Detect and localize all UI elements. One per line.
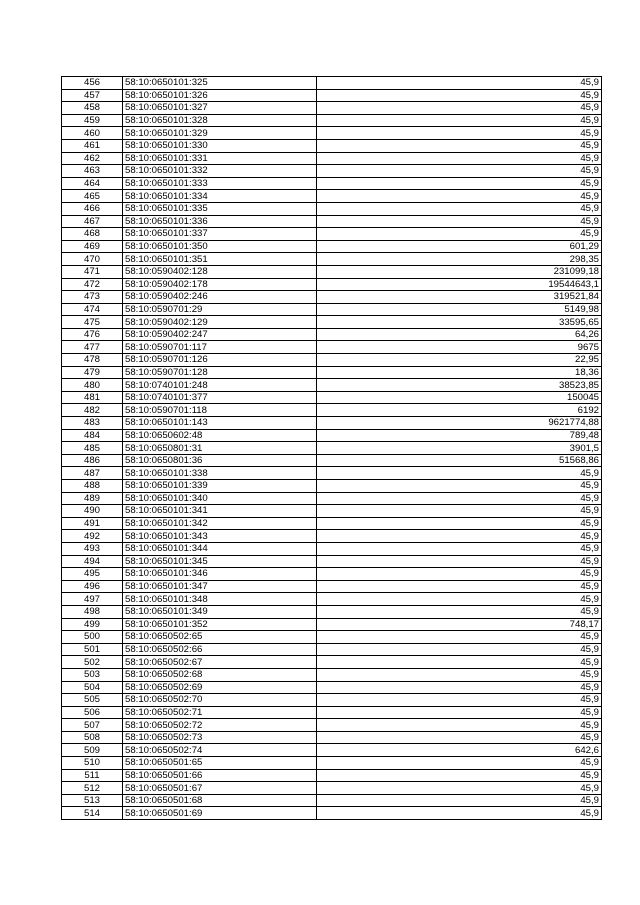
area-value: 45,9	[317, 505, 602, 518]
area-value: 45,9	[317, 782, 602, 795]
cadastral-number: 58:10:0590402:128	[123, 265, 317, 278]
cadastral-number: 58:10:0650101:338	[123, 467, 317, 480]
cadastral-number: 58:10:0650101:342	[123, 517, 317, 530]
table-row	[62, 694, 602, 707]
row-number: 489	[62, 492, 123, 505]
area-value: 45,9	[317, 202, 602, 215]
area-value: 45,9	[317, 605, 602, 618]
cadastral-number: 58:10:0650502:69	[123, 681, 317, 694]
cadastral-number: 58:10:0590402:247	[123, 328, 317, 341]
row-number: 496	[62, 580, 123, 593]
area-value: 45,9	[317, 656, 602, 669]
area-value: 45,9	[317, 631, 602, 644]
area-value: 45,9	[317, 228, 602, 241]
table-row	[62, 341, 602, 354]
table-row	[62, 139, 602, 152]
table-row	[62, 807, 602, 820]
area-value: 45,9	[317, 77, 602, 90]
area-value: 45,9	[317, 593, 602, 606]
table-row	[62, 505, 602, 518]
area-value: 45,9	[317, 190, 602, 203]
table-row	[62, 744, 602, 757]
cadastral-number: 58:10:0650101:347	[123, 580, 317, 593]
row-number: 469	[62, 240, 123, 253]
row-number: 495	[62, 568, 123, 581]
row-number: 466	[62, 202, 123, 215]
cadastral-number: 58:10:0650101:344	[123, 542, 317, 555]
row-number: 461	[62, 139, 123, 152]
cadastral-number: 58:10:0650602:48	[123, 429, 317, 442]
row-number: 486	[62, 454, 123, 467]
area-value: 748,17	[317, 618, 602, 631]
area-value: 789,48	[317, 429, 602, 442]
cadastral-number: 58:10:0650101:348	[123, 593, 317, 606]
row-number: 459	[62, 114, 123, 127]
row-number: 514	[62, 807, 123, 820]
table-row	[62, 731, 602, 744]
area-value: 22,95	[317, 354, 602, 367]
cadastral-number: 58:10:0650101:337	[123, 228, 317, 241]
row-number: 510	[62, 757, 123, 770]
cadastral-number: 58:10:0650101:332	[123, 165, 317, 178]
table-row	[62, 177, 602, 190]
cadastral-number: 58:10:0650502:74	[123, 744, 317, 757]
row-number: 468	[62, 228, 123, 241]
row-number: 471	[62, 265, 123, 278]
table-row	[62, 228, 602, 241]
cadastral-number: 58:10:0650101:350	[123, 240, 317, 253]
table-row	[62, 480, 602, 493]
table-row	[62, 719, 602, 732]
area-value: 9675	[317, 341, 602, 354]
cadastral-number: 58:10:0650101:335	[123, 202, 317, 215]
cadastral-number: 58:10:0650101:325	[123, 77, 317, 90]
table-row	[62, 379, 602, 392]
area-value: 45,9	[317, 215, 602, 228]
table-row	[62, 769, 602, 782]
row-number: 474	[62, 303, 123, 316]
area-value: 45,9	[317, 568, 602, 581]
table-row	[62, 278, 602, 291]
area-value: 3901,5	[317, 442, 602, 455]
cadastral-number: 58:10:0650501:69	[123, 807, 317, 820]
table-row	[62, 668, 602, 681]
cadastral-number: 58:10:0650101:343	[123, 530, 317, 543]
area-value: 45,9	[317, 643, 602, 656]
row-number: 488	[62, 480, 123, 493]
table-row	[62, 316, 602, 329]
cadastral-number: 58:10:0650501:65	[123, 757, 317, 770]
cadastral-number: 58:10:0590701:118	[123, 404, 317, 417]
table-row	[62, 202, 602, 215]
cadastral-number: 58:10:0590402:178	[123, 278, 317, 291]
area-value: 319521,84	[317, 291, 602, 304]
area-value: 150045	[317, 391, 602, 404]
table-row	[62, 165, 602, 178]
table-row	[62, 467, 602, 480]
area-value: 231099,18	[317, 265, 602, 278]
table-body	[62, 77, 602, 820]
row-number: 504	[62, 681, 123, 694]
table-row	[62, 328, 602, 341]
area-value: 45,9	[317, 492, 602, 505]
table-row	[62, 265, 602, 278]
area-value: 45,9	[317, 89, 602, 102]
cadastral-number: 58:10:0740101:248	[123, 379, 317, 392]
row-number: 507	[62, 719, 123, 732]
area-value: 45,9	[317, 139, 602, 152]
row-number: 460	[62, 127, 123, 140]
table-row	[62, 706, 602, 719]
cadastral-number: 58:10:0590701:128	[123, 366, 317, 379]
cadastral-number: 58:10:0590701:126	[123, 354, 317, 367]
cadastral-number: 58:10:0650101:330	[123, 139, 317, 152]
row-number: 492	[62, 530, 123, 543]
area-value: 64,26	[317, 328, 602, 341]
area-value: 45,9	[317, 706, 602, 719]
table-row	[62, 417, 602, 430]
cadastral-number: 58:10:0650101:341	[123, 505, 317, 518]
table-row	[62, 77, 602, 90]
row-number: 465	[62, 190, 123, 203]
row-number: 485	[62, 442, 123, 455]
table-row	[62, 618, 602, 631]
table-row	[62, 605, 602, 618]
table-row	[62, 643, 602, 656]
table-row	[62, 291, 602, 304]
row-number: 464	[62, 177, 123, 190]
row-number: 484	[62, 429, 123, 442]
area-value: 45,9	[317, 127, 602, 140]
row-number: 470	[62, 253, 123, 266]
row-number: 491	[62, 517, 123, 530]
row-number: 505	[62, 694, 123, 707]
table-row	[62, 442, 602, 455]
cadastral-number: 58:10:0650101:346	[123, 568, 317, 581]
table-row	[62, 542, 602, 555]
table-row	[62, 555, 602, 568]
table-row	[62, 492, 602, 505]
table-row	[62, 580, 602, 593]
area-value: 45,9	[317, 177, 602, 190]
row-number: 513	[62, 794, 123, 807]
cadastral-table	[61, 76, 602, 820]
row-number: 499	[62, 618, 123, 631]
table-row	[62, 593, 602, 606]
cadastral-number: 58:10:0650101:351	[123, 253, 317, 266]
table-row	[62, 127, 602, 140]
cadastral-number: 58:10:0590701:29	[123, 303, 317, 316]
table-row	[62, 454, 602, 467]
row-number: 473	[62, 291, 123, 304]
row-number: 475	[62, 316, 123, 329]
cadastral-number: 58:10:0590402:129	[123, 316, 317, 329]
cadastral-number: 58:10:0740101:377	[123, 391, 317, 404]
cadastral-number: 58:10:0650101:336	[123, 215, 317, 228]
row-number: 502	[62, 656, 123, 669]
cadastral-number: 58:10:0650101:328	[123, 114, 317, 127]
row-number: 494	[62, 555, 123, 568]
area-value: 45,9	[317, 530, 602, 543]
cadastral-number: 58:10:0650101:340	[123, 492, 317, 505]
area-value: 45,9	[317, 694, 602, 707]
cadastral-number: 58:10:0650101:339	[123, 480, 317, 493]
table-row	[62, 253, 602, 266]
table-row	[62, 114, 602, 127]
area-value: 298,35	[317, 253, 602, 266]
row-number: 458	[62, 102, 123, 115]
cadastral-number: 58:10:0650101:326	[123, 89, 317, 102]
row-number: 463	[62, 165, 123, 178]
cadastral-number: 58:10:0650502:68	[123, 668, 317, 681]
table-row	[62, 152, 602, 165]
row-number: 512	[62, 782, 123, 795]
area-value: 51568,86	[317, 454, 602, 467]
row-number: 506	[62, 706, 123, 719]
table-row	[62, 794, 602, 807]
table-row	[62, 303, 602, 316]
row-number: 501	[62, 643, 123, 656]
row-number: 462	[62, 152, 123, 165]
cadastral-number: 58:10:0650502:65	[123, 631, 317, 644]
area-value: 45,9	[317, 668, 602, 681]
table-row	[62, 102, 602, 115]
table-row	[62, 631, 602, 644]
row-number: 483	[62, 417, 123, 430]
table-row	[62, 530, 602, 543]
row-number: 490	[62, 505, 123, 518]
area-value: 45,9	[317, 807, 602, 820]
cadastral-number: 58:10:0650101:143	[123, 417, 317, 430]
area-value: 45,9	[317, 719, 602, 732]
table-row	[62, 757, 602, 770]
area-value: 642,6	[317, 744, 602, 757]
table-row	[62, 517, 602, 530]
table-row	[62, 366, 602, 379]
area-value: 45,9	[317, 480, 602, 493]
row-number: 476	[62, 328, 123, 341]
area-value: 45,9	[317, 102, 602, 115]
cadastral-number: 58:10:0650501:67	[123, 782, 317, 795]
table-row	[62, 656, 602, 669]
cadastral-number: 58:10:0650502:67	[123, 656, 317, 669]
area-value: 45,9	[317, 580, 602, 593]
cadastral-number: 58:10:0650502:73	[123, 731, 317, 744]
row-number: 487	[62, 467, 123, 480]
cadastral-number: 58:10:0650801:36	[123, 454, 317, 467]
table-row	[62, 215, 602, 228]
row-number: 477	[62, 341, 123, 354]
cadastral-number: 58:10:0650501:68	[123, 794, 317, 807]
area-value: 601,29	[317, 240, 602, 253]
table-row	[62, 782, 602, 795]
area-value: 45,9	[317, 152, 602, 165]
row-number: 482	[62, 404, 123, 417]
area-value: 45,9	[317, 542, 602, 555]
area-value: 6192	[317, 404, 602, 417]
cadastral-number: 58:10:0650101:327	[123, 102, 317, 115]
row-number: 457	[62, 89, 123, 102]
table-row	[62, 190, 602, 203]
row-number: 456	[62, 77, 123, 90]
table-row	[62, 354, 602, 367]
cadastral-number: 58:10:0650101:333	[123, 177, 317, 190]
area-value: 45,9	[317, 681, 602, 694]
row-number: 498	[62, 605, 123, 618]
row-number: 479	[62, 366, 123, 379]
area-value: 33595,65	[317, 316, 602, 329]
row-number: 509	[62, 744, 123, 757]
area-value: 45,9	[317, 731, 602, 744]
table-row	[62, 429, 602, 442]
area-value: 45,9	[317, 757, 602, 770]
row-number: 508	[62, 731, 123, 744]
cadastral-number: 58:10:0650101:345	[123, 555, 317, 568]
table-row	[62, 391, 602, 404]
row-number: 493	[62, 542, 123, 555]
cadastral-number: 58:10:0650501:66	[123, 769, 317, 782]
cadastral-number: 58:10:0650101:334	[123, 190, 317, 203]
area-value: 45,9	[317, 165, 602, 178]
area-value: 38523,85	[317, 379, 602, 392]
cadastral-number: 58:10:0590402:246	[123, 291, 317, 304]
row-number: 472	[62, 278, 123, 291]
cadastral-number: 58:10:0650101:331	[123, 152, 317, 165]
cadastral-number: 58:10:0650502:66	[123, 643, 317, 656]
row-number: 503	[62, 668, 123, 681]
cadastral-number: 58:10:0650101:352	[123, 618, 317, 631]
cadastral-number: 58:10:0650101:329	[123, 127, 317, 140]
area-value: 45,9	[317, 794, 602, 807]
cadastral-number: 58:10:0650502:72	[123, 719, 317, 732]
area-value: 45,9	[317, 467, 602, 480]
area-value: 9621774,88	[317, 417, 602, 430]
cadastral-number: 58:10:0650502:70	[123, 694, 317, 707]
row-number: 511	[62, 769, 123, 782]
row-number: 497	[62, 593, 123, 606]
row-number: 467	[62, 215, 123, 228]
row-number: 481	[62, 391, 123, 404]
table-row	[62, 681, 602, 694]
area-value: 45,9	[317, 555, 602, 568]
row-number: 478	[62, 354, 123, 367]
area-value: 5149,98	[317, 303, 602, 316]
area-value: 18,36	[317, 366, 602, 379]
cadastral-number: 58:10:0650101:349	[123, 605, 317, 618]
row-number: 480	[62, 379, 123, 392]
row-number: 500	[62, 631, 123, 644]
area-value: 45,9	[317, 517, 602, 530]
cadastral-number: 58:10:0650502:71	[123, 706, 317, 719]
table-row	[62, 568, 602, 581]
table-row	[62, 240, 602, 253]
cadastral-number: 58:10:0590701:117	[123, 341, 317, 354]
area-value: 45,9	[317, 769, 602, 782]
area-value: 19544643,1	[317, 278, 602, 291]
table-row	[62, 404, 602, 417]
table-row	[62, 89, 602, 102]
cadastral-number: 58:10:0650801:31	[123, 442, 317, 455]
area-value: 45,9	[317, 114, 602, 127]
